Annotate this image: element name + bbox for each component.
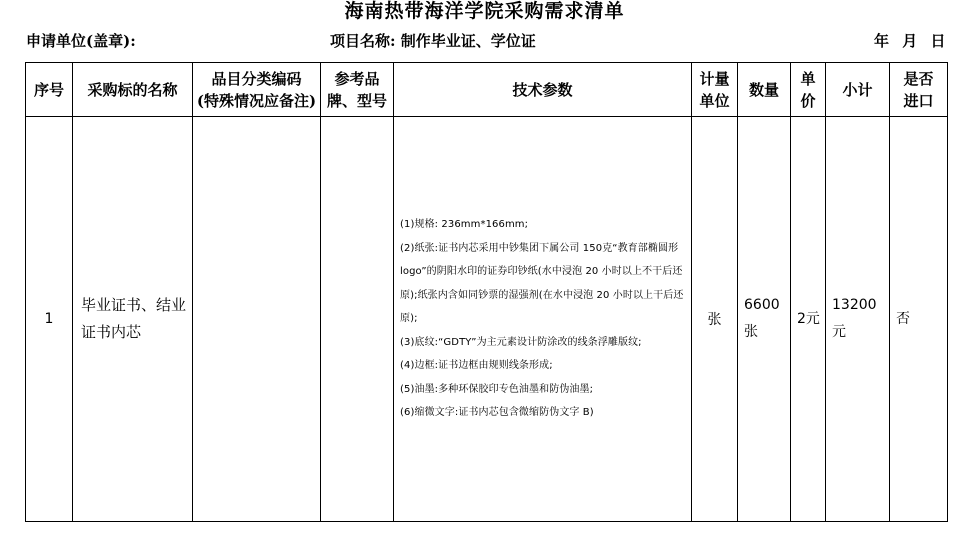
header-code [193,63,321,117]
tech-spec-3: (3)底纹:“GDTY”为主元素设计防涂改的线条浮雕版纹; [400,336,642,348]
cell-import: 否 [890,117,948,522]
project-name: 项目名称: 制作毕业证、学位证 [330,32,536,50]
header-code-line2: (特殊情况应备注) [196,91,317,110]
document-title: 海南热带海洋学院采购需求清单 [344,0,625,22]
cell-subtotal: 13200元 [826,117,890,522]
header-unit-line2: 单位 [699,91,730,110]
cell-name: 毕业证书、结业证书内芯 [73,117,193,522]
tech-spec-5: (5)油墨:多种环保胶印专色油墨和防伪油墨; [400,383,594,395]
header-import [890,63,948,117]
tech-spec-2: (2)纸张:证书内芯采用中钞集团下属公司 150克“教育部椭圆形 logo”的阴阳水印的证券印钞纸(水中浸泡 20 小时以上不干后还原);纸张内含如同钞票的湿强剂(在水中浸泡 20 小时以上干后还原); [400,242,684,325]
tech-spec-1: (1)规格: 236mm*166mm; [400,219,529,231]
header-code-line1: 品目分类编码 [211,69,302,88]
table-row [26,117,948,522]
cell-tech [394,117,692,522]
cell-qty: 6600张 [738,117,791,522]
date-label: 年 月 日 [874,32,946,50]
applicant-label: 申请单位(盖章): [26,32,136,50]
header-seq: 序号 [26,63,73,117]
header-subtotal: 小计 [826,63,890,117]
header-row [26,63,948,117]
cell-seq: 1 [26,117,73,522]
cell-brand [321,117,394,522]
header-price-line2: 价 [800,91,816,110]
tech-spec-6: (6)缩微文字:证书内芯包含微缩防伪文字 B) [400,407,594,419]
cell-price: 2元 [791,117,826,522]
header-price-line1: 单 [800,69,816,88]
header-import-line2: 进口 [903,91,934,110]
header-tech: 技术参数 [394,63,692,117]
header-qty: 数量 [738,63,791,117]
cell-unit: 张 [692,117,738,522]
header-import-line1: 是否 [903,69,934,88]
header-brand-line2: 牌、型号 [326,91,387,110]
header-unit-line1: 计量 [699,69,730,88]
header-price [791,63,826,117]
header-brand-line1: 参考品 [334,69,380,88]
header-name: 采购标的名称 [73,63,193,117]
tech-spec-4: (4)边框:证书边框由规则线条形成; [400,360,553,372]
procurement-table [25,62,948,522]
header-brand [321,63,394,117]
header-unit [692,63,738,117]
cell-code [193,117,321,522]
